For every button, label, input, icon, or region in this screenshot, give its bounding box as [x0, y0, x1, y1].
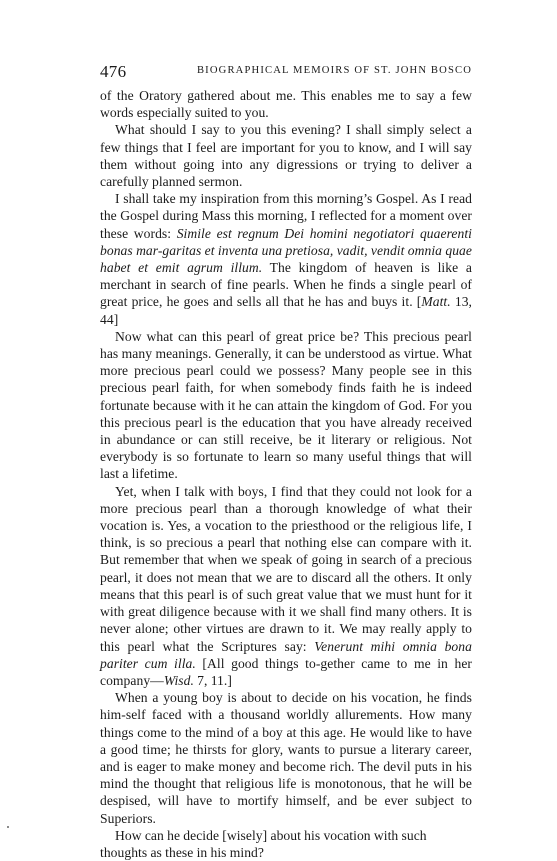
text-run: Yet, when I talk with boys, I find that they could not look for a more precious pearl than a thorough knowledge of what their vocation is. Yes, a vocation to the priesthood or the religious life, I think, is so precious a pearl that nothing else can compare with it. But remember that when we speak of going in search of a precious pearl, it does not mean that we are to discard all the others. It only means that this pearl is of such great value that we must hunt for it with great diligence because with it we shall find many others. It is never alone; other virtues are drawn to it. We may really apply to this pearl what the Scriptures say:: [100, 483, 472, 654]
running-title: BIOGRAPHICAL MEMOIRS OF ST. JOHN BOSCO: [196, 65, 472, 76]
italic-run: Matt.: [421, 294, 451, 310]
paragraph-what-should-i-say: [100, 121, 472, 190]
page-number: 476: [100, 62, 127, 81]
italic-run: Simile est regnum Dei homini negotiatori quaerenti bonas mar-garitas et inventa una pretiosa, vadit, vendit omnia quae habet et emit agrum illum.: [100, 225, 472, 276]
paragraph-gospel-inspiration: [100, 190, 472, 328]
scan-mark: [7, 826, 9, 828]
text-run: What should I say to you this evening? I shall simply select a few things that I feel are important for you to know, and I will say them without going into any digressions or trying to deliver a carefully planned sermon.: [100, 122, 472, 190]
text-run: How can he decide [wisely] about his vocation with such thoughts as these in his mind?: [100, 827, 427, 860]
paragraph-continuation: [100, 87, 472, 121]
paragraph-closing-question: [100, 827, 472, 861]
text-run: The kingdom of heaven is like a merchant in search of fine pearls. When he finds a single pearl of great price, he goes and sells all that he has and buys it. [: [100, 260, 472, 310]
text-run: When a young boy is about to decide on his vocation, he finds him-self faced with a thousand worldly allurements. How many things come to the mind of a boy at this age. He would like to have a good time; he thirsts for glory, wants to pursue a literary career, and is eager to make money and become rich. The devil puts in his mind the thought that religious life is monotonous, that he will be despised, will have to mortify himself, and be ever subject to Superiors.: [100, 690, 472, 826]
body-text: [100, 87, 472, 861]
text-run: Now what can this pearl of great price be? This precious pearl has many meanings. Generally, it can be understood as virtue. What more precious pearl could we possess? Many people see in this precious pearl faith, for when somebody finds faith he is indeed fortunate because with it he can attain the kingdom of God. For you this precious pearl is the education that you have already received in abundance or can still receive, be it literary or religious. Not everybody is so fortunate to learn so many useful things that will last a lifetime.: [100, 328, 472, 482]
text-run: 7, 11.]: [193, 672, 232, 688]
italic-run: Wisd.: [163, 672, 194, 688]
text-run: of the Oratory gathered about me. This enables me to say a few words especially suited to you.: [100, 88, 472, 121]
paragraph-vocation-pearl: [100, 483, 472, 689]
paragraph-pearl-meanings: [100, 328, 472, 483]
text-run: [All good things to-gether came to me in her company—: [100, 655, 472, 688]
text-run: I shall take my inspiration from this morning’s Gospel. As I read the Gospel during Mass this morning, I reflected for a moment over these words:: [100, 191, 472, 241]
italic-run: Venerunt mihi omnia bona pariter cum illa.: [100, 638, 472, 671]
text-run: 13, 44]: [100, 294, 472, 327]
paragraph-worldly-allurements: [100, 689, 472, 827]
running-head: [100, 62, 472, 82]
